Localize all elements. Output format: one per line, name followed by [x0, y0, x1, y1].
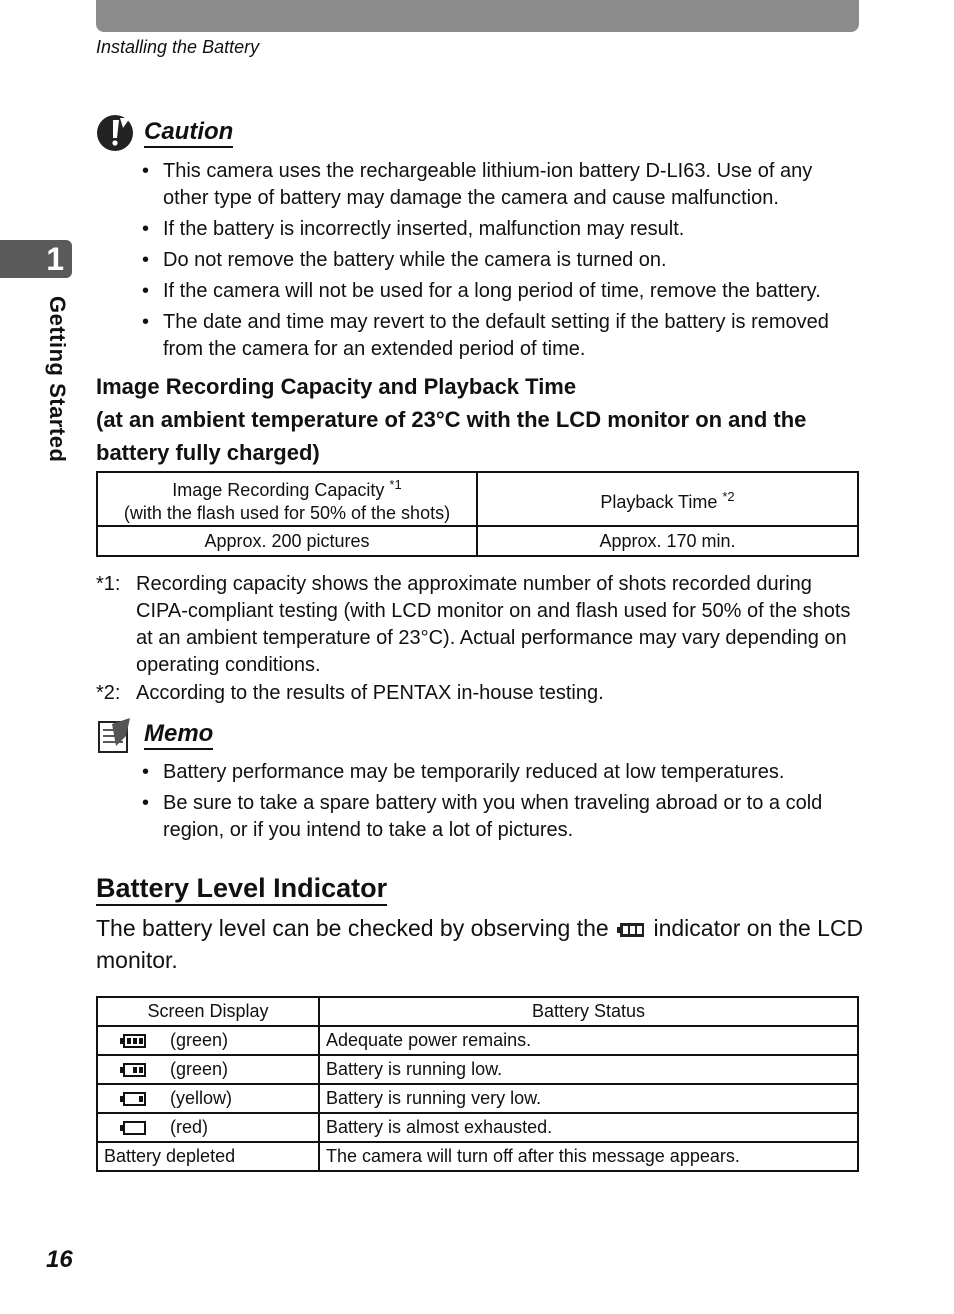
- playback-header-cell: [477, 472, 858, 526]
- footnote-text: Recording capacity shows the approximate number of shots recorded during CIPA-compliant testing (with LCD monitor on and flash used for 50% of the shots at an ambient temperature of 23°C). Actual performance may vary depending on operating conditions.: [136, 573, 851, 676]
- table-row: [97, 1055, 858, 1084]
- table-row: [97, 526, 858, 556]
- intro-text-after: indicator on the LCD monitor.: [96, 915, 864, 973]
- capacity-title-line1: Image Recording Capacity and Playback Time: [96, 374, 577, 399]
- memo-icon: [96, 716, 134, 754]
- battery-intro: [96, 912, 866, 976]
- battery-empty-icon: [120, 1121, 146, 1135]
- intro-text-before: The battery level can be checked by observing the: [96, 915, 609, 941]
- capacity-header-cell: [97, 472, 477, 526]
- caution-item: • Do not remove the battery while the camera is turned on.: [142, 247, 862, 274]
- caution-item: • If the battery is incorrectly inserted, malfunction may result.: [142, 216, 862, 243]
- memo-heading: [96, 716, 213, 754]
- status-cell: Adequate power remains.: [319, 1026, 858, 1055]
- table-row: [97, 997, 858, 1026]
- memo-item: • Be sure to take a spare battery with you when traveling abroad or to a cold region, or if you intend to take a lot of pictures.: [142, 790, 862, 844]
- capacity-title-line2: (at an ambient temperature of 23°C with the LCD monitor on and the battery fully charged): [96, 407, 807, 465]
- display-cell: [97, 1113, 319, 1142]
- color-label: (red): [170, 1117, 209, 1137]
- capacity-subheader: (with the flash used for 50% of the shots): [123, 503, 451, 523]
- table-row: [97, 1084, 858, 1113]
- running-header: Installing the Battery: [96, 37, 260, 57]
- caution-item: • If the camera will not be used for a long period of time, remove the battery.: [142, 278, 862, 305]
- status-cell: Battery is running low.: [319, 1055, 858, 1084]
- table-row: [97, 1142, 858, 1171]
- battery-status-table: [96, 996, 859, 1172]
- memo-list: [142, 759, 862, 848]
- caution-list: [142, 158, 862, 367]
- table-row: [97, 1113, 858, 1142]
- header-bar: [96, 0, 859, 32]
- caution-item: • This camera uses the rechargeable lithium-ion battery D-LI63. Use of any other type of battery may damage the camera and cause malfunction.: [142, 158, 862, 212]
- header-screen-display: Screen Display: [97, 997, 319, 1026]
- capacity-table: [96, 471, 859, 557]
- battery-full-icon: [120, 1034, 146, 1048]
- display-cell: [97, 1084, 319, 1113]
- header-battery-status: Battery Status: [319, 997, 858, 1026]
- battery-one-third-icon: [120, 1092, 146, 1106]
- footnote-ref: *1: [389, 477, 402, 492]
- battery-indicator-icon: [617, 922, 645, 938]
- caution-heading: [96, 114, 233, 152]
- capacity-header: Image Recording Capacity: [172, 480, 385, 500]
- battery-level-heading: Battery Level Indicator: [96, 872, 387, 906]
- page-number: 16: [46, 1246, 73, 1273]
- capacity-value: Approx. 200 pictures: [97, 526, 477, 556]
- playback-header: Playback Time: [600, 491, 718, 512]
- status-cell: Battery is almost exhausted.: [319, 1113, 858, 1142]
- chapter-tab: 1: [0, 240, 72, 278]
- table-row: [97, 472, 858, 526]
- color-label: (green): [170, 1030, 229, 1050]
- caution-label: Caution: [144, 119, 233, 148]
- display-cell: Battery depleted: [97, 1142, 319, 1171]
- memo-label: Memo: [144, 721, 213, 750]
- footnote-ref: *2: [722, 488, 735, 504]
- table-row: [97, 1026, 858, 1055]
- memo-item: • Battery performance may be temporarily reduced at low temperatures.: [142, 759, 862, 786]
- color-label: (yellow): [170, 1088, 233, 1108]
- footnote-text: According to the results of PENTAX in-house testing.: [136, 682, 604, 704]
- footnote-mark: *2:: [96, 682, 121, 704]
- display-cell: [97, 1055, 319, 1084]
- caution-icon: [96, 114, 134, 152]
- footnote-1: [96, 571, 866, 679]
- color-label: (green): [170, 1059, 229, 1079]
- status-cell: The camera will turn off after this message appears.: [319, 1142, 858, 1171]
- playback-value: Approx. 170 min.: [477, 526, 858, 556]
- footnote-2: [96, 680, 866, 707]
- capacity-section-title: [96, 370, 866, 469]
- footnote-mark: *1:: [96, 573, 121, 595]
- display-cell: [97, 1026, 319, 1055]
- battery-two-thirds-icon: [120, 1063, 146, 1077]
- status-cell: Battery is running very low.: [319, 1084, 858, 1113]
- caution-item: • The date and time may revert to the default setting if the battery is removed from the camera for an extended period of time.: [142, 309, 862, 363]
- chapter-title: Getting Started: [45, 296, 70, 463]
